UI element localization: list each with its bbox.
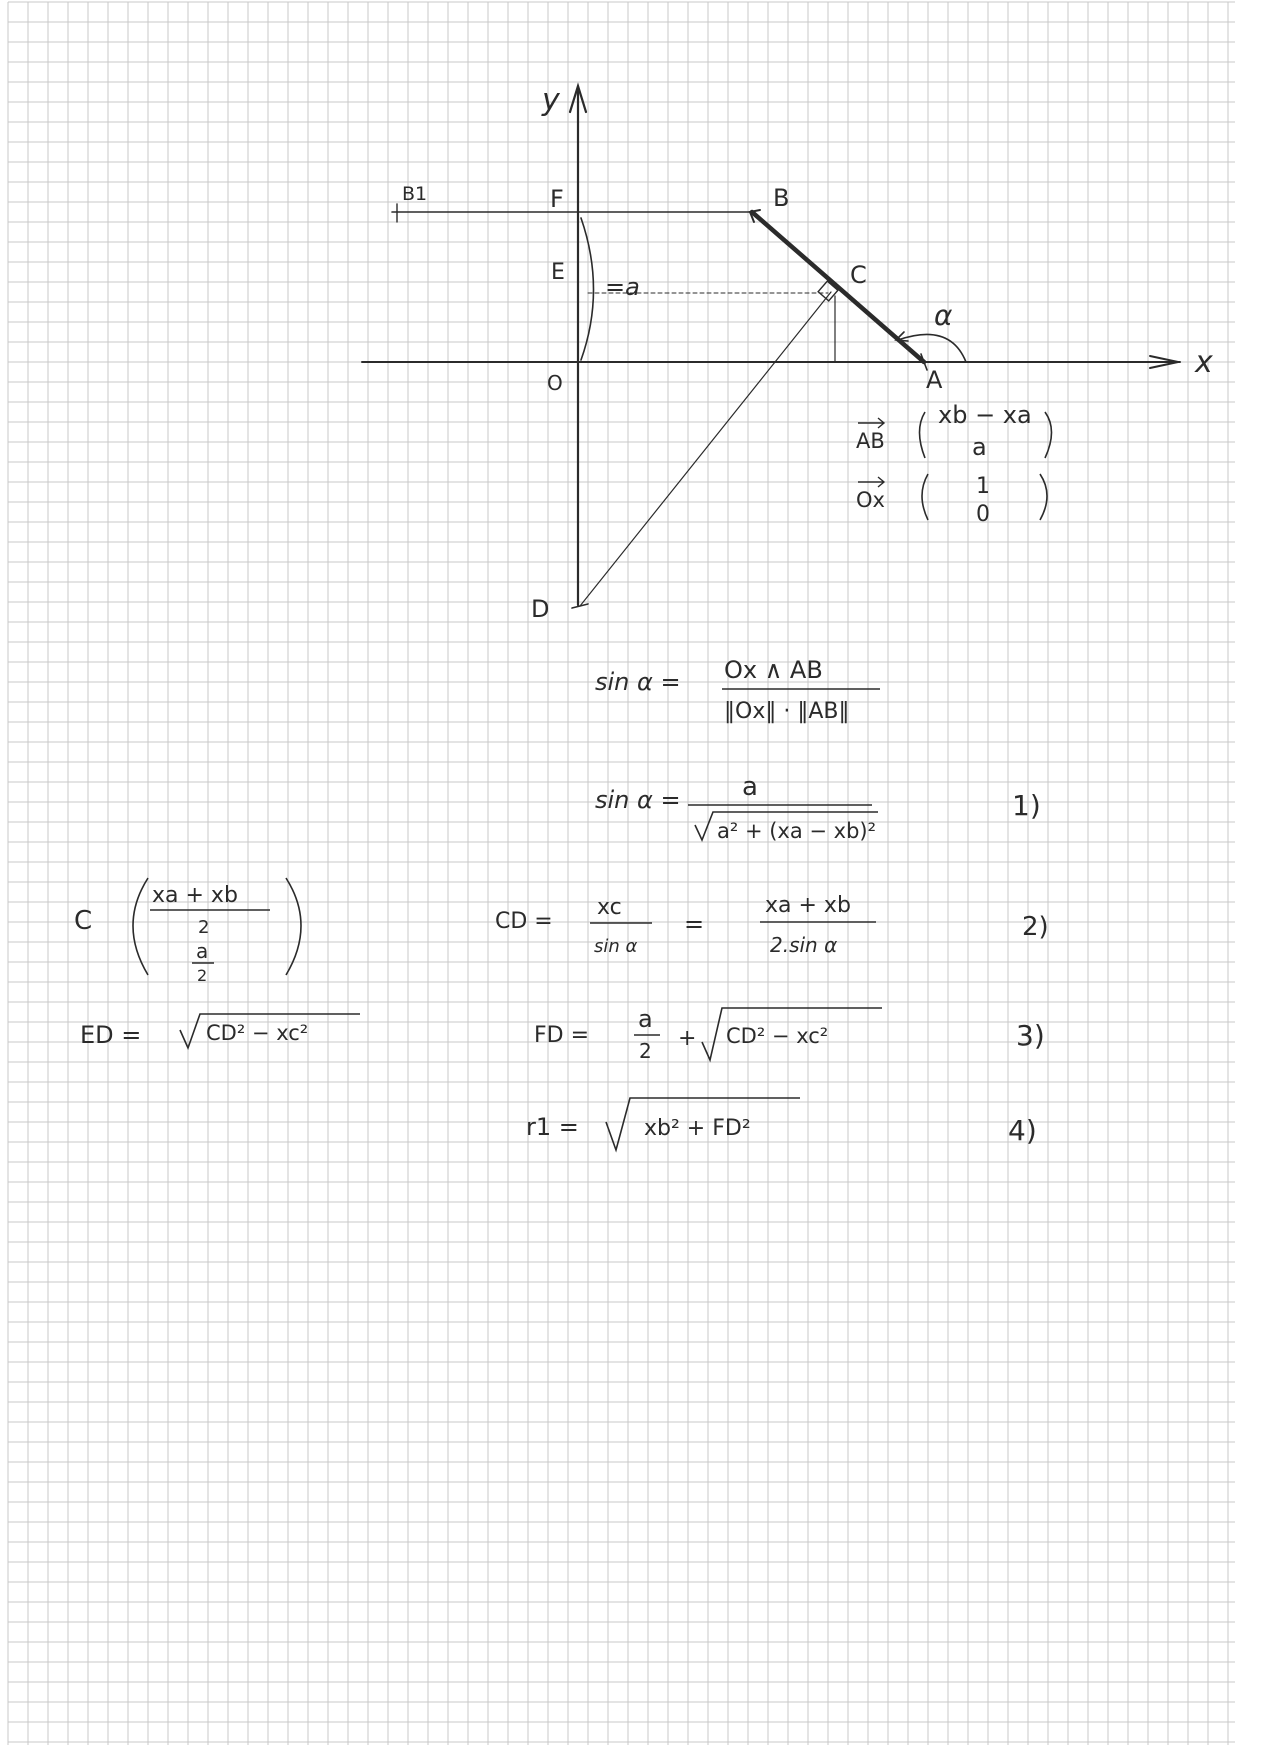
sin-def-numerator: Ox ∧ AB	[724, 656, 823, 684]
label-origin: O	[547, 371, 563, 395]
geometry-figure	[362, 86, 1180, 608]
c-top-numerator: xa + xb	[152, 883, 238, 908]
label-a: A	[926, 366, 943, 394]
label-b1: B1	[402, 183, 428, 205]
sin-def-denominator: ‖Ox‖ · ‖AB‖	[724, 699, 850, 724]
grid-lines	[8, 2, 1235, 1745]
label-f: F	[550, 185, 564, 213]
vector-ab-bottom: a	[972, 433, 987, 461]
label-y-axis: y	[542, 83, 560, 118]
eq3-lhs: FD =	[534, 1023, 590, 1048]
c-bottom-numerator: a	[196, 939, 209, 963]
eq4-radicand: xb² + FD²	[644, 1116, 751, 1141]
eq4-lhs: r1 =	[526, 1113, 579, 1141]
c-paren-left	[133, 878, 148, 975]
eq2-denominator-2: 2.sin α	[770, 933, 838, 957]
label-e: E	[551, 260, 565, 285]
eq2-denominator-1: sin α	[594, 936, 638, 957]
segment-cd	[580, 292, 831, 606]
eq3-numerator: a	[638, 1005, 653, 1033]
equation-2	[495, 893, 1049, 957]
tick-d	[572, 604, 588, 608]
ed-lhs: ED =	[80, 1021, 142, 1049]
eq3-plus: +	[678, 1026, 697, 1051]
eq2-numerator-2: xa + xb	[765, 893, 851, 918]
vector-ox-bottom: 0	[976, 502, 990, 527]
vector-ox-paren-right	[1040, 474, 1047, 520]
eq3-denominator: 2	[639, 1039, 652, 1063]
eq1-numerator: a	[742, 772, 758, 802]
label-c: C	[850, 261, 867, 289]
eq1-denominator: a² + (xa − xb)²	[717, 819, 877, 843]
vector-ox-paren-left	[922, 474, 928, 520]
eq2-lhs: CD =	[495, 909, 553, 934]
eq2-equals: =	[684, 910, 705, 938]
vector-ox-arrow	[858, 477, 884, 487]
c-label: C	[74, 906, 93, 936]
equation-1	[595, 772, 1041, 843]
formula-sin-definition	[595, 656, 880, 724]
vector-ab-label: AB	[856, 429, 885, 453]
eq3-radicand: CD² − xc²	[726, 1024, 829, 1048]
vector-ab-paren-left	[920, 412, 926, 458]
vector-ox-label: Ox	[856, 488, 885, 512]
eq2-tag: 2)	[1022, 912, 1049, 942]
ed-radicand: CD² − xc²	[206, 1021, 309, 1045]
formula-ed	[80, 1014, 360, 1049]
c-top-denominator: 2	[198, 917, 210, 938]
vector-ab-top: xb − xa	[938, 401, 1032, 429]
label-b: B	[773, 184, 790, 212]
sin-def-lhs: sin α =	[595, 668, 681, 696]
eq1-lhs: sin α =	[595, 786, 681, 814]
eq2-numerator-1: xc	[597, 895, 622, 920]
vector-ox-top: 1	[976, 474, 990, 499]
eq3-tag: 3)	[1016, 1019, 1045, 1052]
arc-a	[581, 218, 594, 360]
label-d: D	[531, 595, 550, 623]
c-bottom-denominator: 2	[197, 966, 208, 985]
label-alpha: α	[934, 299, 953, 332]
eq4-tag: 4)	[1008, 1114, 1037, 1147]
eq1-tag: 1)	[1012, 789, 1041, 822]
label-dist-a: =a	[605, 273, 640, 301]
vector-ab-arrow	[858, 418, 884, 428]
label-x-axis: x	[1195, 345, 1213, 380]
vector-ab	[856, 401, 1052, 461]
